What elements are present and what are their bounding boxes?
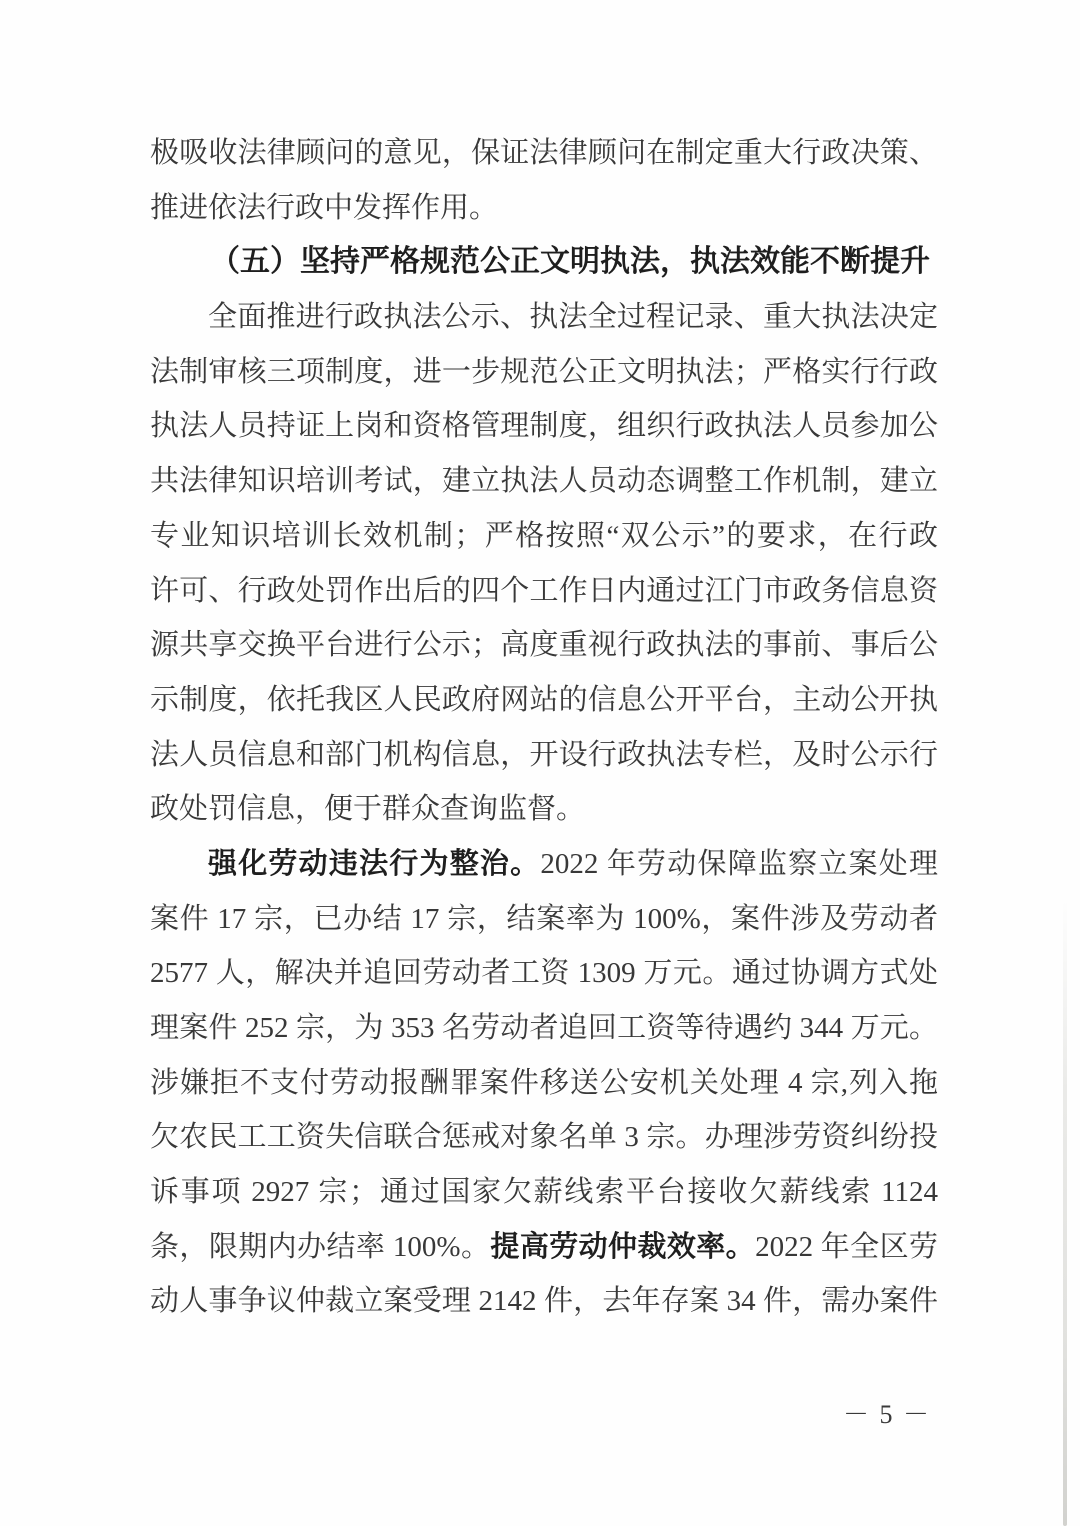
text-line (150, 1056, 938, 1111)
text-run: 2022 年劳动保障监察立案处理 (540, 847, 938, 880)
text-line (150, 728, 938, 783)
text-run: 案件 17 宗，已办结 17 宗，结案率为 100%，案件涉及劳动者 (150, 902, 938, 935)
section-heading (150, 235, 938, 290)
text-run: 专业知识培训长效机制；严格按照“双公示”的要求，在行政 (150, 519, 938, 552)
text-run: 动人事争议仲裁立案受理 2142 件，去年存案 34 件，需办案件 (150, 1285, 938, 1318)
text-run: 法人员信息和部门机构信息，开设行政执法专栏，及时公示行 (150, 738, 938, 771)
text-run: 2022 年全区劳 (755, 1230, 938, 1263)
text-line (150, 126, 938, 181)
text-line (150, 1274, 938, 1329)
text-line (150, 1220, 938, 1275)
document-body (150, 126, 938, 1329)
text-run: 执法人员持证上岗和资格管理制度，组织行政执法人员参加公 (150, 410, 938, 443)
text-line (150, 946, 938, 1001)
page-number: － 5 － (843, 1400, 932, 1429)
text-run: 全面推进行政执法公示、执法全过程记录、重大执法决定 (208, 301, 938, 334)
text-line (150, 1001, 938, 1056)
bold-text-run: 强化劳动违法行为整治。 (208, 847, 541, 880)
text-line (150, 892, 938, 947)
bold-text-run: 提高劳动仲裁效率。 (490, 1230, 756, 1263)
text-run: 源共享交换平台进行公示；高度重视行政执法的事前、事后公 (150, 629, 938, 662)
text-line (150, 509, 938, 564)
text-line (150, 345, 938, 400)
text-line (150, 181, 938, 236)
bold-text-run: （五）坚持严格规范公正文明执法，执法效能不断提升 (210, 245, 930, 279)
text-run: 2577 人，解决并追回劳动者工资 1309 万元。通过协调方式处 (150, 957, 938, 990)
text-run: 共法律知识培训考试，建立执法人员动态调整工作机制，建立 (150, 465, 938, 498)
text-line (150, 837, 938, 892)
text-run: 欠农民工工资失信联合惩戒对象名单 3 宗。办理涉劳资纠纷投 (150, 1121, 938, 1154)
text-line (150, 399, 938, 454)
text-run: 推进依法行政中发挥作用。 (150, 191, 499, 224)
text-run: 条，限期内办结率 100%。 (150, 1230, 491, 1263)
text-line (150, 454, 938, 509)
text-line (150, 618, 938, 673)
text-line (150, 1165, 938, 1220)
text-run: 许可、行政处罚作出后的四个工作日内通过江门市政务信息资 (150, 574, 938, 607)
text-line (150, 782, 938, 837)
text-line (150, 290, 938, 345)
scan-edge-shadow (1063, 898, 1067, 1526)
text-line (150, 1110, 938, 1165)
text-run: 涉嫌拒不支付劳动报酬罪案件移送公安机关处理 4 宗,列入拖 (150, 1066, 938, 1099)
text-line (150, 564, 938, 619)
text-line (150, 673, 938, 728)
text-run: 示制度，依托我区人民政府网站的信息公开平台，主动公开执 (150, 683, 938, 716)
text-run: 政处罚信息，便于群众查询监督。 (150, 793, 586, 826)
text-run: 极吸收法律顾问的意见，保证法律顾问在制定重大行政决策、 (150, 137, 938, 169)
text-run: 理案件 252 宗，为 353 名劳动者追回工资等待遇约 344 万元。 (150, 1012, 938, 1044)
text-run: 诉事项 2927 宗；通过国家欠薪线索平台接收欠薪线索 1124 (150, 1176, 938, 1209)
text-run: 法制审核三项制度，进一步规范公正文明执法；严格实行行政 (150, 355, 938, 388)
